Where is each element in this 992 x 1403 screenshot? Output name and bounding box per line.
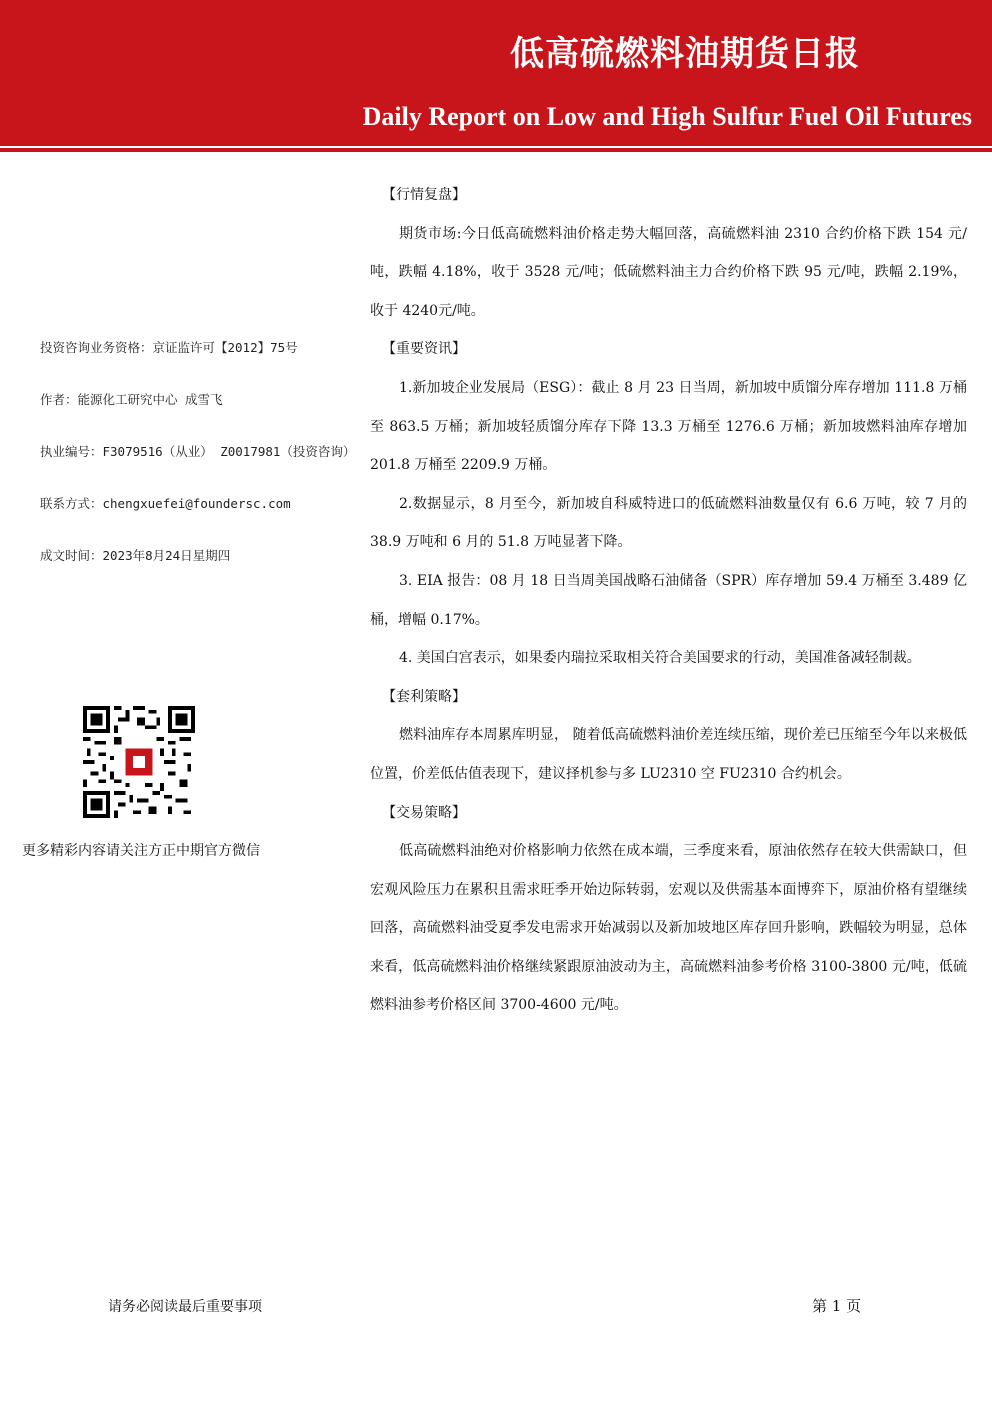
contact-text: 联系方式：chengxuefei@foundersc.com [40,496,291,511]
news-item-4: 4. 美国白宫表示，如果委内瑞拉采取相关符合美国要求的行动，美国准备减轻制裁。 [399,650,921,667]
date-text: 成文时间：2023年8月24日星期四 [40,548,231,563]
report-body [370,176,967,1025]
author-text: 作者：能源化工研究中心 成雪飞 [40,392,223,407]
news-item-2: 2.数据显示，8 月至今，新加坡自科威特进口的低硫燃料油数量仅有 6.6 万吨，较 7 月的 38.9 万吨和 6 月的 51.8 万吨显著下降。 [370,495,967,551]
page-number: 第 1 页 [812,1297,862,1315]
news-item-1: 1.新加坡企业发展局（ESG）：截止 8 月 23 日当周，新加坡中质馏分库存增加 111.8 万桶至 863.5 万桶；新加坡轻质馏分库存下降 13.3 万桶至 1276.6 万桶；新加坡燃料油库存增加 201.8 万桶至 2209.9 万桶。 [370,379,967,474]
section-heading-arbitrage: 【套利策略】 [382,688,466,705]
report-title-en: Daily Report on Low and High Sulfur Fuel Oil Futures [362,102,972,131]
news-item-3: 3. EIA 报告：08 月 18 日当周美国战略石油储备（SPR）库存增加 59.4 万桶至 3.489 亿桶，增幅 0.17%。 [370,572,967,628]
wechat-qr-code [83,706,195,818]
market-review-paragraph: 期货市场:今日低高硫燃料油价格走势大幅回落，高硫燃料油 2310 合约价格下跌 154 元/吨，跌幅 4.18%，收于 3528 元/吨；低硫燃料油主力合约价格下跌 95 元/吨，跌幅 2.19%，收于 4240元/吨。 [370,225,967,319]
trading-paragraph: 低高硫燃料油绝对价格影响力依然在成本端，三季度来看，原油依然存在较大供需缺口，但宏观风险压力在累积且需求旺季开始边际转弱，宏观以及供需基本面博弈下，原油价格有望继续回落，高硫燃料油受夏季发电需求开始减弱以及新加坡地区库存回升影响，跌幅较为明显，总体来看，低高硫燃料油价格继续紧跟原油波动为主，高硫燃料油参考价格 3100-3800 元/吨，低硫燃料油参考价格区间 3700-4600 元/吨。 [370,843,967,1014]
header-divider [0,146,992,148]
footer-disclaimer-note: 请务必阅读最后重要事项 [108,1299,262,1315]
arbitrage-paragraph: 燃料油库存本周累库明显， 随着低高硫燃料油价差连续压缩，现价差已压缩至今年以来极低位置，价差低估值表现下，建议择机参与多 LU2310 空 FU2310 合约机会。 [370,727,967,782]
section-heading-trading: 【交易策略】 [382,804,466,821]
section-heading-key-news: 【重要资讯】 [382,341,466,358]
section-heading-market-review: 【行情复盘】 [382,187,466,203]
license-text: 执业编号：F3079516（从业） Z0017981（投资咨询） [40,444,356,459]
qr-caption: 更多精彩内容请关注方正中期官方微信 [22,843,260,859]
header-banner [0,0,992,152]
qualification-text: 投资咨询业务资格：京证监许可【2012】75号 [40,340,298,355]
report-title-cn: 低高硫燃料油期货日报 [510,34,860,74]
